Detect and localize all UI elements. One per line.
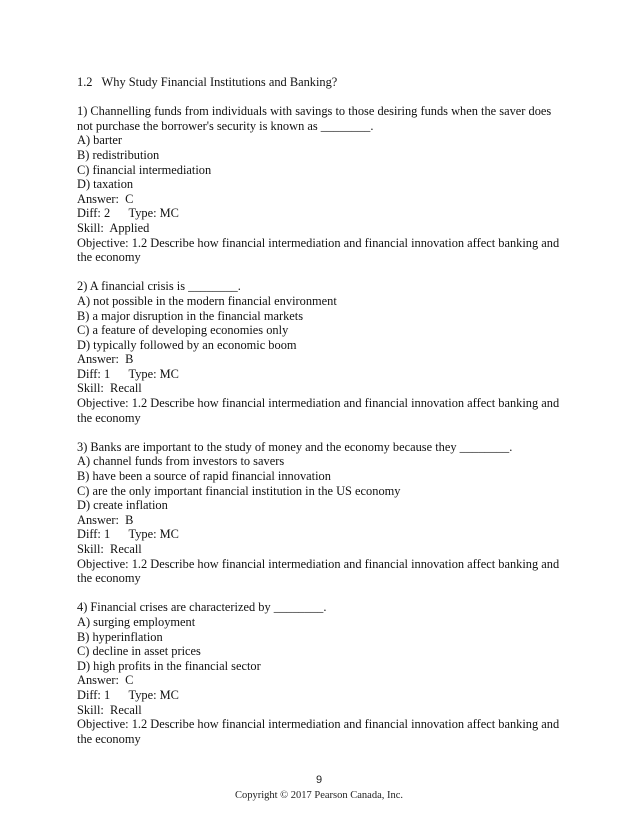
option-b: B) redistribution [77, 147, 160, 162]
question-2 [77, 279, 567, 425]
option-a: A) surging employment [77, 614, 196, 629]
answer: Answer: B [77, 512, 134, 527]
objective: Objective: 1.2 Describe how financial intermediation and financial innovation affect banking and the economy [77, 235, 560, 265]
answer: Answer: C [77, 191, 134, 206]
diff-type: Diff: 1 Type: MC [77, 366, 179, 381]
page-number: 9 [315, 774, 323, 786]
skill: Skill: Recall [77, 702, 142, 717]
option-c: C) a feature of developing economies only [77, 323, 289, 338]
question-4 [77, 600, 567, 746]
option-d: D) create inflation [77, 498, 168, 513]
option-c: C) decline in asset prices [77, 644, 201, 659]
page-content [77, 75, 567, 761]
question-stem: 2) A financial crisis is ________. [77, 279, 241, 294]
diff-type: Diff: 2 Type: MC [77, 206, 179, 221]
option-d: D) typically followed by an economic boom [77, 337, 297, 352]
objective: Objective: 1.2 Describe how financial intermediation and financial innovation affect banking and the economy [77, 556, 560, 586]
diff-type: Diff: 1 Type: MC [77, 527, 179, 542]
skill: Skill: Applied [77, 220, 150, 235]
option-a: A) channel funds from investors to savers [77, 454, 285, 469]
question-stem: 1) Channelling funds from individuals with savings to those desiring funds when the saver does not purchase the borrower's security is known as ________. [77, 104, 552, 133]
question-stem: 3) Banks are important to the study of money and the economy because they ________. [77, 439, 513, 454]
option-b: B) a major disruption in the financial markets [77, 308, 304, 323]
objective: Objective: 1.2 Describe how financial intermediation and financial innovation affect banking and the economy [77, 717, 560, 746]
question-1 [77, 104, 567, 265]
skill: Skill: Recall [77, 542, 142, 556]
option-b: B) hyperinflation [77, 629, 163, 644]
skill: Skill: Recall [77, 381, 142, 396]
option-c: C) are the only important financial institution in the US economy [77, 483, 401, 498]
question-3 [77, 440, 567, 586]
question-stem: 4) Financial crises are characterized by ________. [77, 600, 327, 615]
section-heading: 1.2 Why Study Financial Institutions and Banking? [77, 75, 338, 89]
option-a: A) barter [77, 133, 123, 148]
answer: Answer: C [77, 673, 134, 688]
option-a: A) not possible in the modern financial environment [77, 293, 337, 308]
option-d: D) taxation [77, 177, 134, 192]
option-b: B) have been a source of rapid financial innovation [77, 469, 331, 484]
answer: Answer: B [77, 352, 134, 367]
copyright-notice: Copyright © 2017 Pearson Canada, Inc. [234, 790, 404, 801]
diff-type: Diff: 1 Type: MC [77, 687, 179, 702]
option-c: C) financial intermediation [77, 162, 212, 177]
objective: Objective: 1.2 Describe how financial intermediation and financial innovation affect banking and the economy [77, 396, 560, 425]
option-d: D) high profits in the financial sector [77, 658, 261, 673]
